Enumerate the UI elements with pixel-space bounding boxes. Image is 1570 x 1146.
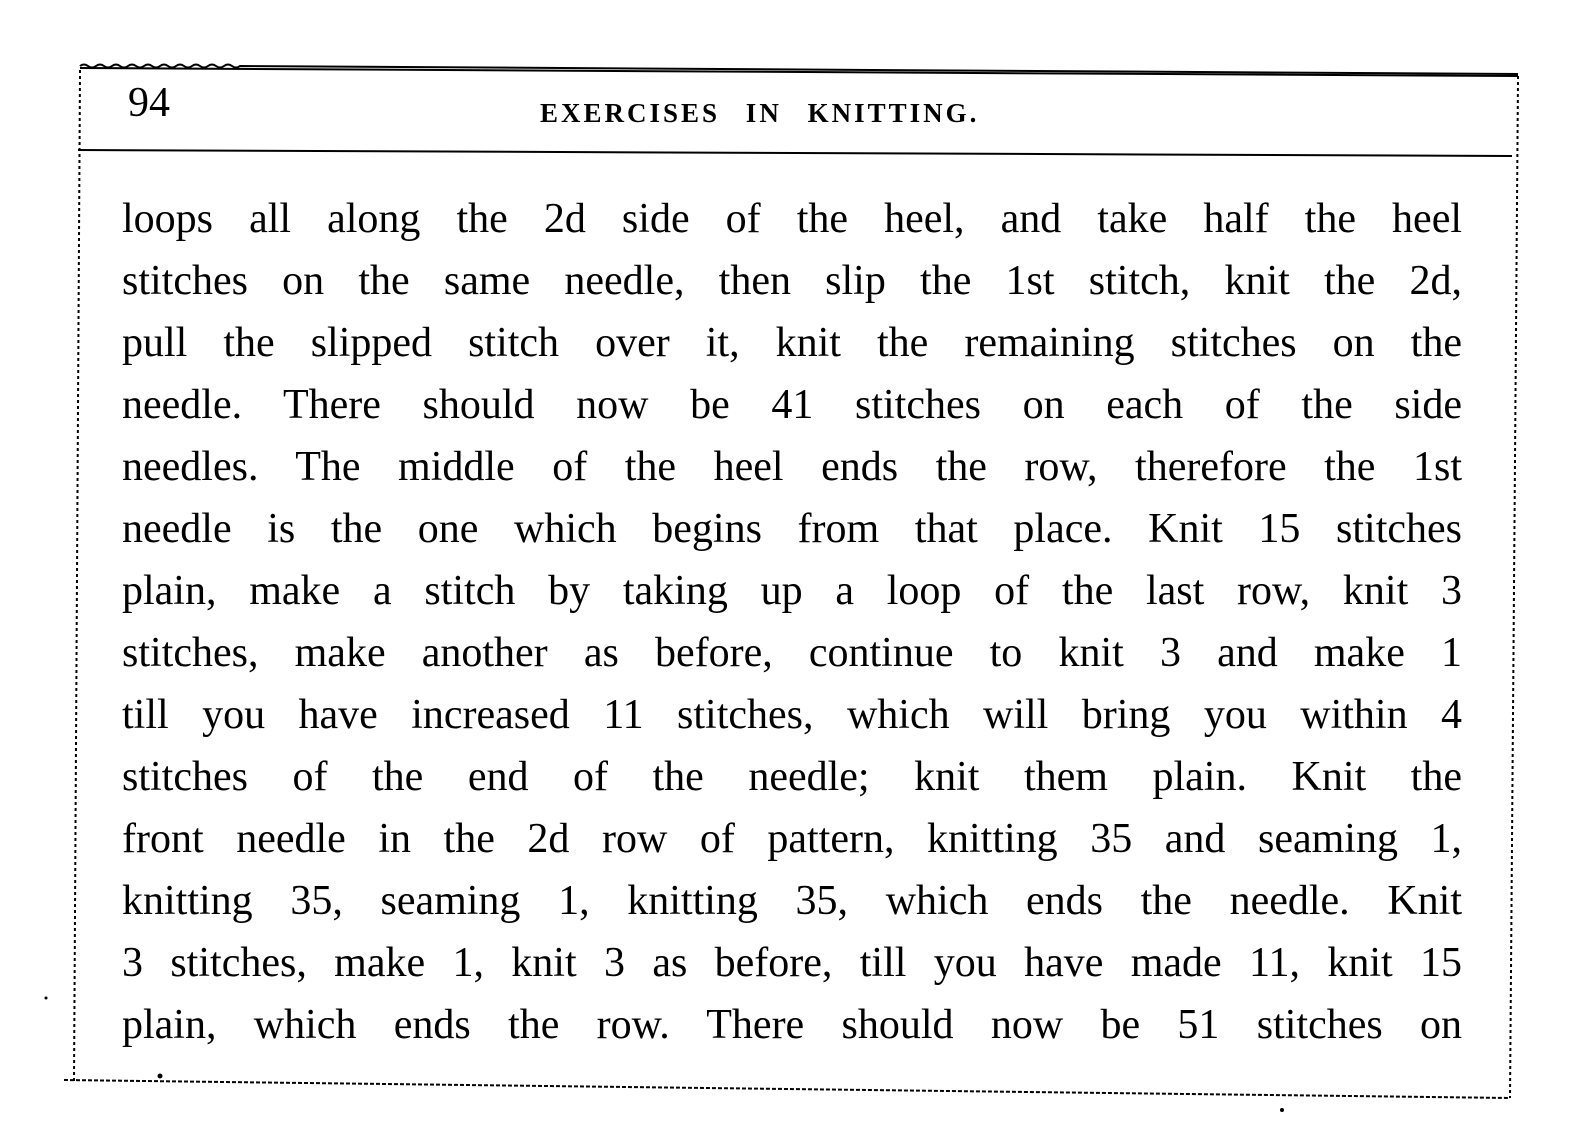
text-line: plain, which ends the row. There should now be 51 stitches on xyxy=(122,1002,1462,1048)
page-number: 94 xyxy=(128,80,170,126)
speck-mark xyxy=(1280,1108,1284,1112)
text-line: front needle in the 2d row of pattern, knitting 35 and seaming 1, xyxy=(122,816,1462,862)
text-line: loops all along the 2d side of the heel, and take half the heel xyxy=(122,196,1462,242)
body-paragraph xyxy=(122,188,1462,1056)
text-line: needle. There should now be 41 stitches on each of the side xyxy=(122,382,1462,428)
text-line: knitting 35, seaming 1, knitting 35, which ends the needle. Knit xyxy=(122,878,1462,924)
left-border-rule xyxy=(74,70,80,1082)
text-line: needles. The middle of the heel ends the row, therefore the 1st xyxy=(122,444,1462,490)
text-line: stitches on the same needle, then slip the 1st stitch, knit the 2d, xyxy=(122,258,1462,304)
speck-mark xyxy=(45,997,48,1000)
text-line: stitches of the end of the needle; knit them plain. Knit the xyxy=(122,754,1462,800)
speck-mark xyxy=(158,1074,163,1079)
text-line: needle is the one which begins from that place. Knit 15 stitches xyxy=(122,506,1462,552)
text-line: till you have increased 11 stitches, which will bring you within 4 xyxy=(122,692,1462,738)
running-title: EXERCISES IN KNITTING. xyxy=(540,98,980,128)
bottom-border-rule xyxy=(64,1080,1510,1098)
text-line: pull the slipped stitch over it, knit the remaining stitches on the xyxy=(122,320,1462,366)
text-line: stitches, make another as before, continue to knit 3 and make 1 xyxy=(122,630,1462,676)
right-border-rule xyxy=(1510,76,1518,1098)
header-separator xyxy=(78,150,1512,156)
text-line: plain, make a stitch by taking up a loop of the last row, knit 3 xyxy=(122,568,1462,614)
text-line: 3 stitches, make 1, knit 3 as before, till you have made 11, knit 15 xyxy=(122,940,1462,986)
